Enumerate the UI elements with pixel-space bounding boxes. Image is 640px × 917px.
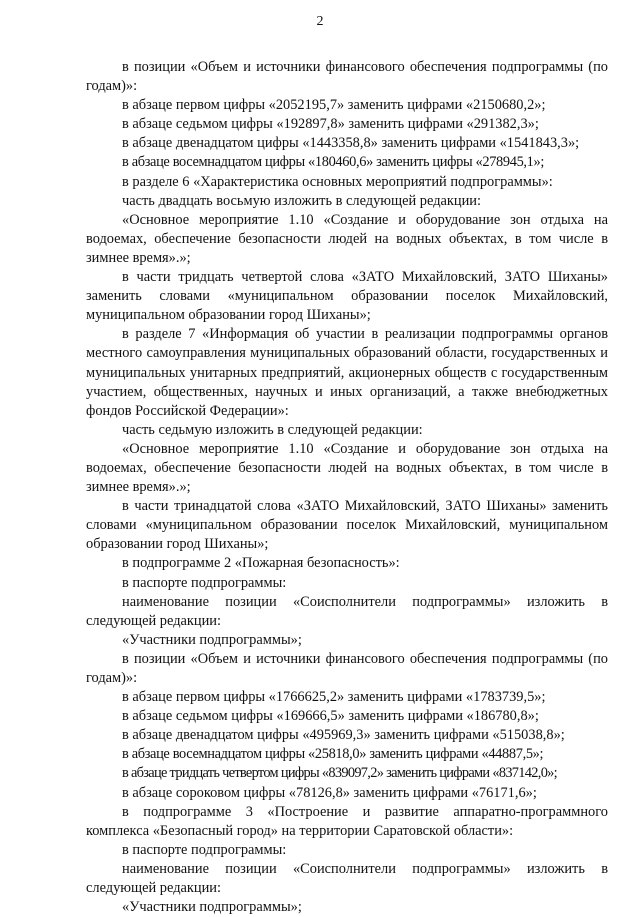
paragraph: «Основное мероприятие 1.10 «Создание и оборудование зон отдыха на водоемах, обеспечение безопасности людей на водных объектах, в том числе в зимнее время».»; xyxy=(86,440,608,496)
paragraph: в абзаце первом цифры «1766625,2» заменить цифрами «1783739,5»; xyxy=(122,689,546,706)
paragraph: в абзаце седьмом цифры «192897,8» заменить цифрами «291382,3»; xyxy=(122,116,539,133)
paragraph: «Основное мероприятие 1.10 «Создание и оборудование зон отдыха на водоемах, обеспечение безопасности людей на водных объектах, в том числе в зимнее время».»; xyxy=(86,211,608,266)
paragraph: в паспорте подпрограммы: xyxy=(122,574,287,591)
paragraph: в позиции «Объем и источники финансового обеспечения подпрограммы (по годам)»: xyxy=(86,59,608,95)
paragraph: в части тридцать четвертой слова «ЗАТО Михайловский, ЗАТО Шиханы» заменить словами «муниципальном образовании поселок Михайловский, муниципальном образовании город Шиханы»; xyxy=(86,269,608,324)
paragraph: наименование позиции «Соисполнители подпрограммы» изложить в следующей редакции: xyxy=(86,860,608,897)
paragraph: часть двадцать восьмую изложить в следующей редакции: xyxy=(122,192,481,209)
paragraph: в абзаце седьмом цифры «169666,5» заменить цифрами «186780,8»; xyxy=(122,708,539,725)
paragraph: «Участники подпрограммы»; xyxy=(122,631,302,648)
paragraph: в абзаце двенадцатом цифры «1443358,8» заменить цифрами «1541843,3»; xyxy=(122,135,580,152)
page-number: 2 xyxy=(316,14,324,29)
paragraph: в паспорте подпрограммы: xyxy=(122,841,287,858)
paragraph: в подпрограмме 3 «Построение и развитие аппаратно-программного комплекса «Безопасный город» на территории Саратовской области»: xyxy=(86,803,608,839)
document-body xyxy=(86,58,608,917)
paragraph: в части тринадцатой слова «ЗАТО Михайловский, ЗАТО Шиханы» заменить словами «муниципальном образовании поселок Михайловский, муниципальном образовании город Шиханы»; xyxy=(86,498,608,553)
paragraph: в абзаце двенадцатом цифры «495969,3» заменить цифрами «515038,8»; xyxy=(122,727,565,744)
paragraph: в абзаце первом цифры «2052195,7» заменить цифрами «2150680,2»; xyxy=(122,97,546,114)
paragraph: часть седьмую изложить в следующей редакции: xyxy=(122,421,423,438)
paragraph: в позиции «Объем и источники финансового обеспечения подпрограммы (по годам)»: xyxy=(86,650,608,686)
paragraph: в разделе 6 «Характеристика основных мероприятий подпрограммы»: xyxy=(122,173,553,190)
paragraph: «Участники подпрограммы»; xyxy=(122,899,302,916)
paragraph: в подпрограмме 2 «Пожарная безопасность»: xyxy=(122,555,400,572)
paragraph: наименование позиции «Соисполнители подпрограммы» изложить в следующей редакции: xyxy=(86,593,608,629)
paragraph: в абзаце тридцать четвертом цифры «839097,2» заменить цифрами «837142,0»; xyxy=(122,765,557,782)
paragraph: в абзаце сороковом цифры «78126,8» заменить цифрами «76171,6»; xyxy=(122,784,537,801)
paragraph: в разделе 7 «Информация об участии в реализации подпрограммы органов местного самоуправления муниципальных образований области, государственных и муниципальных унитарных предприятий, акционерных обществ с государственным участием, общественных, научных и иных организаций, а также внебюджетных фондов Российской Федерации»: xyxy=(86,326,608,419)
paragraph: в абзаце восемнадцатом цифры «25818,0» заменить цифрами «44887,5»; xyxy=(122,746,544,763)
paragraph: в абзаце восемнадцатом цифры «180460,6» заменить цифры «278945,1»; xyxy=(122,154,545,171)
